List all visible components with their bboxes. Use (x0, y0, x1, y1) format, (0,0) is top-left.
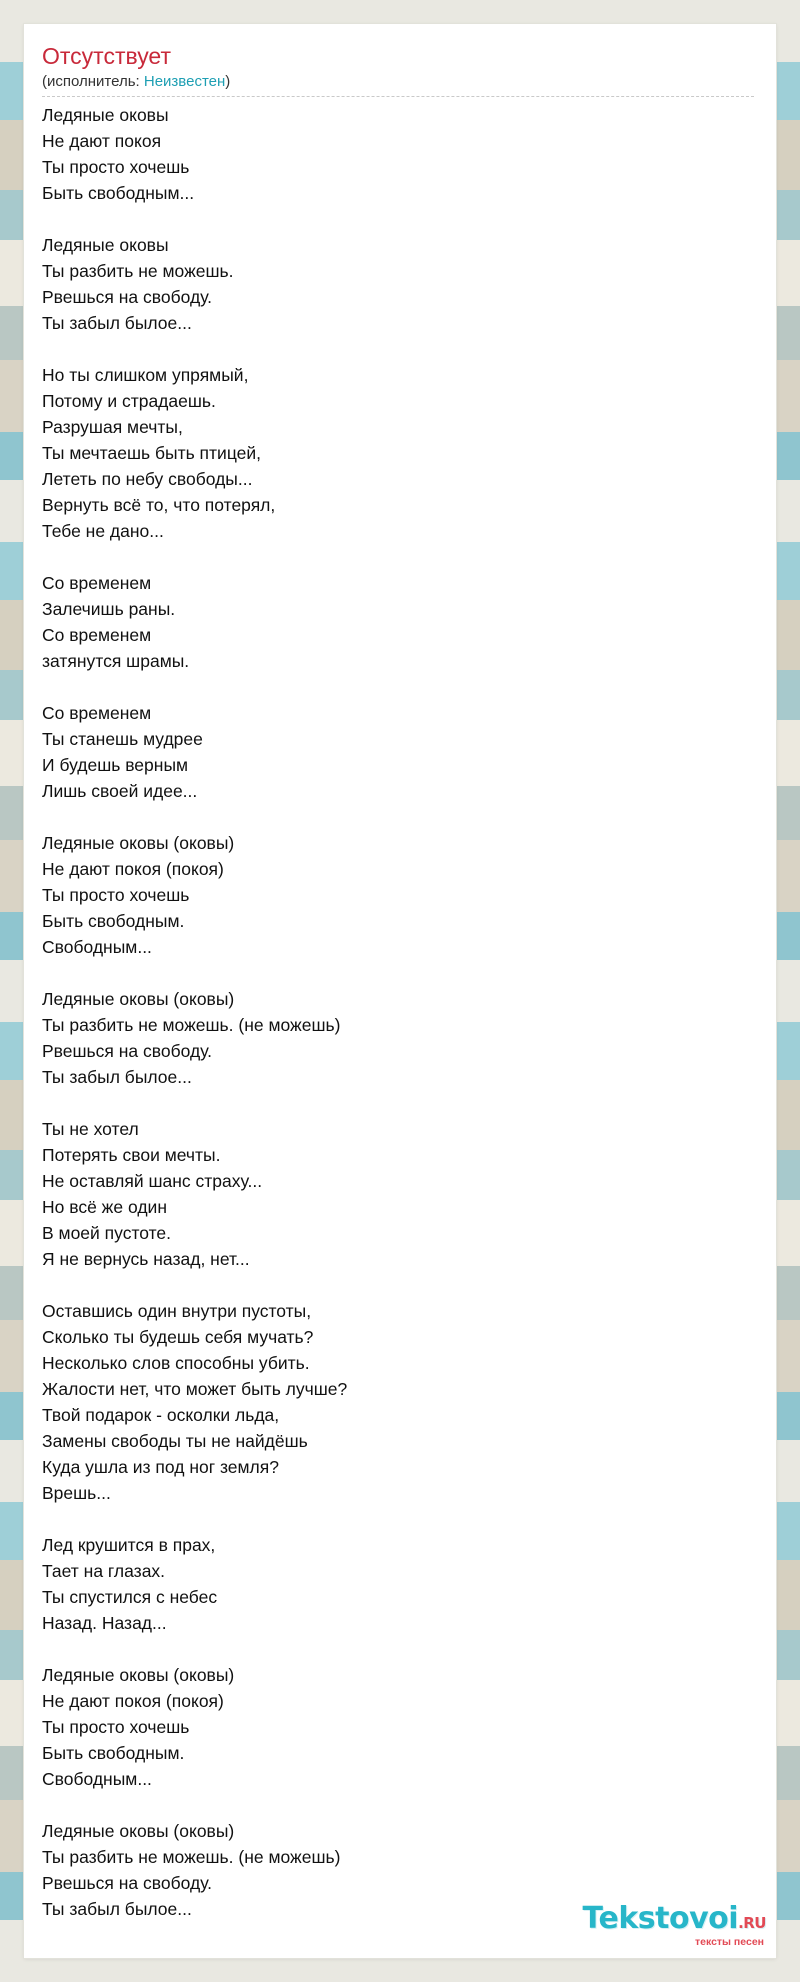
lyrics-line: Залечишь раны. (42, 599, 176, 619)
lyrics-line: Ты разбить не можешь. (42, 261, 234, 281)
lyrics-line: Ты мечтаешь быть птицей, (42, 443, 262, 463)
lyrics-line: Ты не хотел (42, 1119, 139, 1139)
lyrics-line: Быть свободным. (42, 911, 185, 931)
logo-tagline: тексты песен (694, 1936, 764, 1948)
lyrics-line: Замены свободы ты не найдёшь (42, 1431, 308, 1451)
lyrics-line: Рвешься на свободу. (42, 287, 213, 307)
lyrics-line: Ты просто хочешь (42, 1717, 190, 1737)
lyrics-stanza (42, 700, 754, 804)
lyrics-line: Быть свободным... (42, 183, 195, 203)
lyrics-stanza (42, 1532, 754, 1636)
lyrics-line: Рвешься на свободу. (42, 1873, 213, 1893)
lyrics-line: Потерять свои мечты. (42, 1145, 221, 1165)
lyrics-line: Тает на глазах. (42, 1561, 166, 1581)
lyrics-line: Ты просто хочешь (42, 885, 190, 905)
artist-suffix: ) (225, 73, 231, 90)
lyrics-line: В моей пустоте. (42, 1223, 172, 1243)
lyrics-line: Ты спустился с небес (42, 1587, 218, 1607)
lyrics-line: Ледяные оковы (42, 105, 169, 125)
lyrics-line: Со временем (42, 573, 152, 593)
lyrics-line: Со временем (42, 703, 152, 723)
lyrics-stanza (42, 830, 754, 960)
lyrics-stanza (42, 570, 754, 674)
lyrics-line: Свободным... (42, 1769, 152, 1789)
lyrics-line: Ты разбить не можешь. (не можешь) (42, 1015, 341, 1035)
lyrics-line: Ледяные оковы (оковы) (42, 833, 235, 853)
lyrics-line: Оставшись один внутри пустоты, (42, 1301, 312, 1321)
song-title: Отсутствует (42, 43, 171, 69)
lyrics-line: Ты станешь мудрее (42, 729, 203, 749)
lyrics-line: Лететь по небу свободы... (42, 469, 253, 489)
logo-name: Tekstovoi (582, 1901, 739, 1936)
lyrics-line: Ледяные оковы (оковы) (42, 1821, 235, 1841)
lyrics-line: Ледяные оковы (оковы) (42, 989, 235, 1009)
lyrics-text (42, 102, 754, 1948)
lyrics-line: Ты забыл былое... (42, 313, 192, 333)
site-logo[interactable] (583, 1903, 766, 1948)
lyrics-line: Не дают покоя (покоя) (42, 859, 224, 879)
lyrics-line: Врешь... (42, 1483, 111, 1503)
lyrics-line: Со временем (42, 625, 152, 645)
lyrics-line: Лед крушится в прах, (42, 1535, 216, 1555)
lyrics-line: Лишь своей идее... (42, 781, 198, 801)
lyrics-card (24, 24, 776, 1958)
lyrics-line: Ты забыл былое... (42, 1067, 192, 1087)
lyrics-line: Несколько слов способны убить. (42, 1353, 310, 1373)
lyrics-line: Ледяные оковы (оковы) (42, 1665, 235, 1685)
lyrics-stanza (42, 102, 754, 206)
artist-prefix: (исполнитель: (42, 73, 144, 90)
lyrics-stanza (42, 1116, 754, 1272)
lyrics-line: Назад. Назад... (42, 1613, 167, 1633)
lyrics-line: Не дают покоя (покоя) (42, 1691, 224, 1711)
lyrics-line: Тебе не дано... (42, 521, 164, 541)
lyrics-line: Вернуть всё то, что потерял, (42, 495, 276, 515)
lyrics-stanza (42, 986, 754, 1090)
lyrics-line: Свободным... (42, 937, 152, 957)
lyrics-line: Я не вернусь назад, нет... (42, 1249, 250, 1269)
lyrics-stanza (42, 1298, 754, 1506)
lyrics-line: Ты разбить не можешь. (не можешь) (42, 1847, 341, 1867)
lyrics-line: Не оставляй шанс страху... (42, 1171, 263, 1191)
lyrics-line: Разрушая мечты, (42, 417, 183, 437)
lyrics-stanza (42, 1662, 754, 1792)
lyrics-line: Но ты слишком упрямый, (42, 365, 249, 385)
lyrics-line: Быть свободным. (42, 1743, 185, 1763)
lyrics-stanza (42, 232, 754, 336)
lyrics-line: Сколько ты будешь себя мучать? (42, 1327, 314, 1347)
lyrics-line: Жалости нет, что может быть лучше? (42, 1379, 348, 1399)
lyrics-line: Куда ушла из под ног земля? (42, 1457, 279, 1477)
lyrics-line: Твой подарок - осколки льда, (42, 1405, 280, 1425)
artist-line (42, 72, 754, 97)
logo-tld: .RU (738, 1914, 766, 1932)
lyrics-line: И будешь верным (42, 755, 189, 775)
lyrics-line: Ты просто хочешь (42, 157, 190, 177)
lyrics-stanza (42, 362, 754, 544)
logo-wordmark (583, 1903, 766, 1939)
lyrics-line: затянутся шрамы. (42, 651, 190, 671)
lyrics-line: Но всё же один (42, 1197, 167, 1217)
lyrics-line: Не дают покоя (42, 131, 162, 151)
lyrics-line: Рвешься на свободу. (42, 1041, 213, 1061)
lyrics-line: Ты забыл былое... (42, 1899, 192, 1919)
lyrics-line: Потому и страдаешь. (42, 391, 216, 411)
lyrics-line: Ледяные оковы (42, 235, 169, 255)
artist-link[interactable]: Неизвестен (143, 73, 226, 90)
